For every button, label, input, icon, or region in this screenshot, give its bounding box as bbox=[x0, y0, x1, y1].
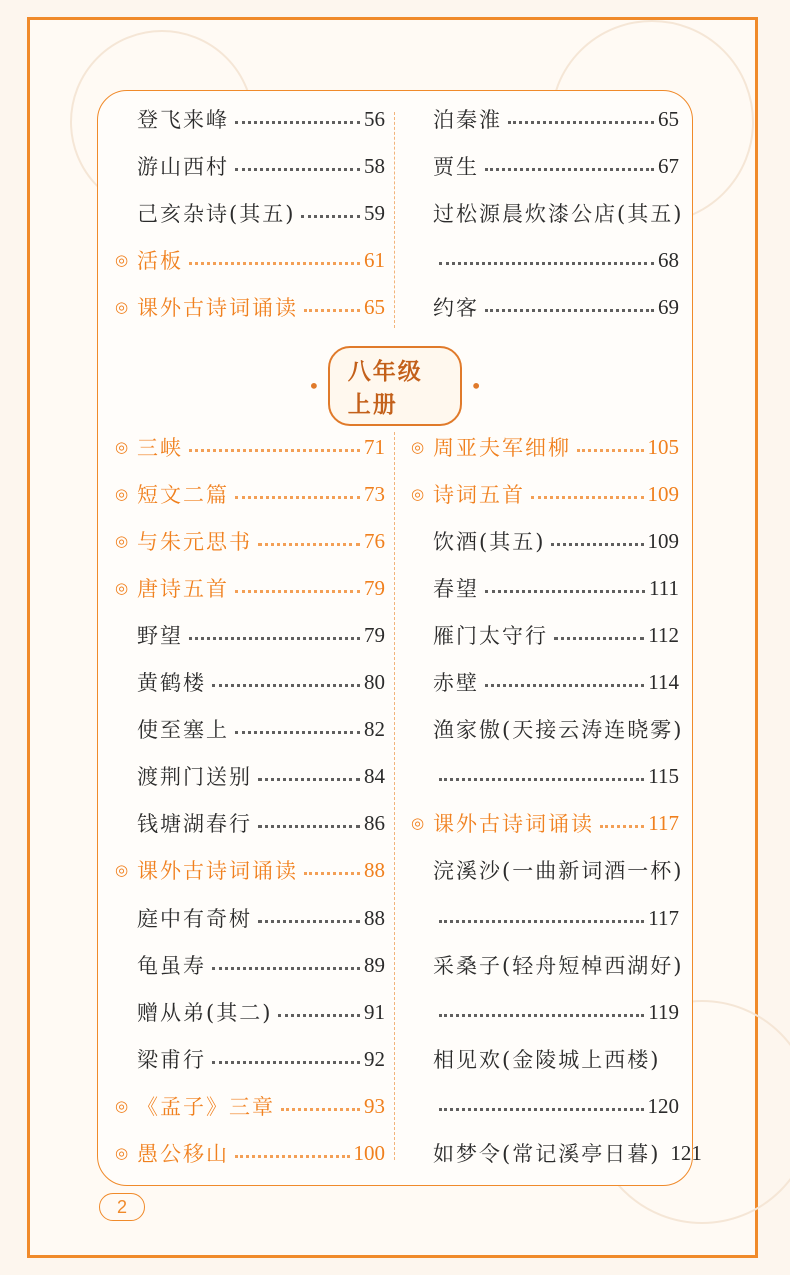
leader-dots bbox=[439, 1108, 644, 1111]
leader-dots bbox=[235, 121, 360, 124]
toc-entry bbox=[411, 105, 679, 133]
toc-entry-page: 112 bbox=[648, 622, 679, 647]
toc-entry-title: 渔家傲(天接云涛连晓雾) bbox=[433, 718, 684, 742]
bullet-circle-icon: ◎ bbox=[115, 298, 131, 316]
toc-entry-title: 与朱元思书 bbox=[137, 530, 252, 554]
toc-entry bbox=[411, 152, 679, 180]
leader-dots bbox=[577, 449, 644, 452]
toc-entry-page: 100 bbox=[353, 1140, 385, 1165]
leader-dots bbox=[439, 262, 654, 265]
bullet-circle-icon: ◎ bbox=[411, 485, 427, 503]
toc-entry-title: 渡荆门送别 bbox=[137, 765, 252, 789]
toc-entry-page: 68 bbox=[658, 247, 679, 272]
leader-dots bbox=[212, 967, 360, 970]
bullet-circle-icon: ◎ bbox=[115, 251, 131, 269]
toc-entry-title: 贾生 bbox=[433, 155, 479, 179]
toc-entry-page: 117 bbox=[648, 810, 679, 835]
leader-dots bbox=[278, 1014, 360, 1017]
toc-entry-title: 唐诗五首 bbox=[137, 577, 229, 601]
toc-entry-page: 56 bbox=[364, 106, 385, 131]
leader-dots bbox=[189, 637, 360, 640]
leader-dots bbox=[189, 449, 360, 452]
toc-entry bbox=[115, 1045, 385, 1073]
toc-entry-title: 愚公移山 bbox=[137, 1142, 229, 1166]
toc-entry-title: 饮酒(其五) bbox=[433, 530, 546, 554]
toc-entry-title: 己亥杂诗(其五) bbox=[137, 202, 296, 226]
leader-dots bbox=[235, 1155, 350, 1158]
toc-entry-page: 88 bbox=[364, 905, 385, 930]
toc-entry-title: 如梦令(常记溪亭日暮) bbox=[433, 1142, 661, 1166]
bullet-circle-icon: ◎ bbox=[115, 532, 131, 550]
toc-entry bbox=[411, 574, 679, 602]
leader-dots bbox=[485, 309, 654, 312]
toc-entry-page: 61 bbox=[364, 247, 385, 272]
leader-dots bbox=[258, 825, 360, 828]
toc-entry bbox=[411, 1139, 702, 1167]
toc-entry-title: 龟虽寿 bbox=[137, 954, 206, 978]
bullet-circle-icon: ◎ bbox=[115, 1097, 131, 1115]
toc-entry bbox=[411, 433, 679, 461]
toc-entry bbox=[115, 105, 385, 133]
toc-entry-page: 76 bbox=[364, 528, 385, 553]
leader-dots bbox=[600, 825, 644, 828]
leader-dots bbox=[258, 778, 360, 781]
leader-dots bbox=[551, 543, 643, 546]
leader-dots bbox=[258, 543, 360, 546]
toc-entry bbox=[115, 998, 385, 1026]
toc-entry-title: 活板 bbox=[137, 249, 183, 273]
toc-entry bbox=[115, 480, 385, 508]
toc-entry bbox=[115, 433, 385, 461]
bullet-circle-icon: ◎ bbox=[411, 814, 427, 832]
toc-entry-page: 69 bbox=[658, 294, 679, 319]
toc-entry bbox=[115, 762, 385, 790]
toc-entry bbox=[411, 904, 679, 932]
toc-entry-title: 黄鹤楼 bbox=[137, 671, 206, 695]
toc-entry-title: 课外古诗词诵读 bbox=[137, 859, 298, 883]
toc-entry-page: 79 bbox=[364, 575, 385, 600]
toc-entry-page: 71 bbox=[364, 434, 385, 459]
bullet-circle-icon: ◎ bbox=[115, 485, 131, 503]
toc-entry-page: 79 bbox=[364, 622, 385, 647]
bullet-circle-icon: ◎ bbox=[115, 438, 131, 456]
toc-entry-page: 120 bbox=[647, 1093, 679, 1118]
leader-dots bbox=[235, 590, 360, 593]
toc-entry bbox=[411, 856, 684, 884]
toc-entry-page: 109 bbox=[647, 481, 679, 506]
toc-entry-page: 80 bbox=[364, 669, 385, 694]
toc-entry-page: 92 bbox=[364, 1046, 385, 1071]
toc-entry-title: 浣溪沙(一曲新词酒一杯) bbox=[433, 859, 684, 883]
section-title: 八年级上册 bbox=[328, 346, 462, 426]
toc-entry-page: 84 bbox=[364, 763, 385, 788]
toc-entry bbox=[115, 527, 385, 555]
toc-entry bbox=[115, 856, 385, 884]
leader-dots bbox=[439, 1014, 644, 1017]
toc-entry bbox=[411, 480, 679, 508]
toc-entry bbox=[411, 762, 679, 790]
leader-dots bbox=[439, 778, 644, 781]
toc-entry-page: 121 bbox=[670, 1140, 702, 1165]
toc-entry-title: 游山西村 bbox=[137, 155, 229, 179]
toc-entry-page: 73 bbox=[364, 481, 385, 506]
toc-entry-page: 67 bbox=[658, 153, 679, 178]
section-heading: • 八年级上册 • bbox=[300, 362, 490, 410]
leader-dots bbox=[301, 215, 360, 218]
toc-entry-title: 庭中有奇树 bbox=[137, 907, 252, 931]
toc-entry-title: 三峡 bbox=[137, 436, 183, 460]
toc-entry-title: 采桑子(轻舟短棹西湖好) bbox=[433, 954, 684, 978]
leader-dots bbox=[508, 121, 654, 124]
toc-entry-page: 114 bbox=[648, 669, 679, 694]
toc-entry bbox=[411, 951, 684, 979]
toc-entry-page: 109 bbox=[647, 528, 679, 553]
leader-dots bbox=[531, 496, 644, 499]
toc-entry-page: 82 bbox=[364, 716, 385, 741]
toc-entry bbox=[115, 199, 385, 227]
toc-entry-title: 梁甫行 bbox=[137, 1048, 206, 1072]
toc-entry-title: 课外古诗词诵读 bbox=[137, 296, 298, 320]
toc-entry-page: 86 bbox=[364, 810, 385, 835]
toc-entry bbox=[115, 246, 385, 274]
toc-entry bbox=[115, 574, 385, 602]
toc-entry-page: 88 bbox=[364, 857, 385, 882]
leader-dots bbox=[189, 262, 360, 265]
toc-entry-page: 58 bbox=[364, 153, 385, 178]
bullet-circle-icon: ◎ bbox=[411, 438, 427, 456]
toc-entry-page: 59 bbox=[364, 200, 385, 225]
toc-entry-title: 周亚夫军细柳 bbox=[433, 436, 571, 460]
toc-entry-title: 野望 bbox=[137, 624, 183, 648]
column-divider-bottom bbox=[394, 432, 395, 1160]
leader-dots bbox=[212, 1061, 360, 1064]
toc-entry bbox=[411, 809, 679, 837]
leader-dots bbox=[304, 309, 360, 312]
toc-entry bbox=[115, 668, 385, 696]
toc-entry-page: 91 bbox=[364, 999, 385, 1024]
toc-entry-page: 119 bbox=[648, 999, 679, 1024]
toc-entry-page: 93 bbox=[364, 1093, 385, 1118]
leader-dots bbox=[258, 920, 360, 923]
toc-entry-title: 登飞来峰 bbox=[137, 108, 229, 132]
toc-entry-page: 117 bbox=[648, 905, 679, 930]
leader-dots bbox=[554, 637, 644, 640]
toc-entry bbox=[115, 904, 385, 932]
leader-dots bbox=[485, 590, 645, 593]
column-divider-top bbox=[394, 112, 395, 328]
leader-dots bbox=[235, 496, 360, 499]
page-number: 2 bbox=[99, 1193, 145, 1221]
bullet-circle-icon: ◎ bbox=[115, 1144, 131, 1162]
toc-entry-page: 65 bbox=[658, 106, 679, 131]
toc-entry-title: 短文二篇 bbox=[137, 483, 229, 507]
toc-entry bbox=[411, 293, 679, 321]
toc-entry-title: 课外古诗词诵读 bbox=[433, 812, 594, 836]
toc-entry-title: 《孟子》三章 bbox=[137, 1095, 275, 1119]
toc-entry bbox=[115, 621, 385, 649]
bullet-circle-icon: ◎ bbox=[115, 861, 131, 879]
toc-entry-title: 相见欢(金陵城上西楼) bbox=[433, 1048, 661, 1072]
leader-dots bbox=[281, 1108, 360, 1111]
toc-entry bbox=[411, 668, 679, 696]
toc-entry bbox=[411, 1092, 679, 1120]
toc-entry bbox=[115, 293, 385, 321]
leader-dots bbox=[485, 684, 644, 687]
bullet-circle-icon: ◎ bbox=[115, 579, 131, 597]
leader-dots bbox=[235, 731, 360, 734]
toc-entry-title: 赤壁 bbox=[433, 671, 479, 695]
toc-entry-title: 钱塘湖春行 bbox=[137, 812, 252, 836]
leader-dots bbox=[212, 684, 360, 687]
toc-entry-title: 过松源晨炊漆公店(其五) bbox=[433, 202, 684, 226]
toc-entry bbox=[411, 246, 679, 274]
toc-entry bbox=[411, 998, 679, 1026]
leader-dots bbox=[439, 920, 644, 923]
toc-entry bbox=[115, 1092, 385, 1120]
toc-entry-title: 泊秦淮 bbox=[433, 108, 502, 132]
leader-dots bbox=[304, 872, 360, 875]
leader-dots bbox=[235, 168, 360, 171]
toc-entry bbox=[115, 809, 385, 837]
toc-entry-title: 赠从弟(其二) bbox=[137, 1001, 273, 1025]
toc-entry bbox=[411, 1045, 679, 1073]
toc-entry-title: 雁门太守行 bbox=[433, 624, 548, 648]
toc-entry-page: 65 bbox=[364, 294, 385, 319]
toc-entry-title: 诗词五首 bbox=[433, 483, 525, 507]
toc-entry-title: 约客 bbox=[433, 296, 479, 320]
toc-entry-page: 105 bbox=[647, 434, 679, 459]
toc-entry-title: 春望 bbox=[433, 577, 479, 601]
toc-entry bbox=[115, 951, 385, 979]
toc-entry bbox=[115, 1139, 385, 1167]
toc-entry-page: 111 bbox=[649, 575, 679, 600]
toc-entry bbox=[411, 715, 684, 743]
toc-entry bbox=[411, 527, 679, 555]
leader-dots bbox=[485, 168, 654, 171]
toc-entry bbox=[115, 152, 385, 180]
toc-entry bbox=[115, 715, 385, 743]
toc-entry-title: 使至塞上 bbox=[137, 718, 229, 742]
toc-entry bbox=[411, 621, 679, 649]
toc-entry-page: 115 bbox=[648, 763, 679, 788]
toc-entry bbox=[411, 199, 684, 227]
toc-entry-page: 89 bbox=[364, 952, 385, 977]
